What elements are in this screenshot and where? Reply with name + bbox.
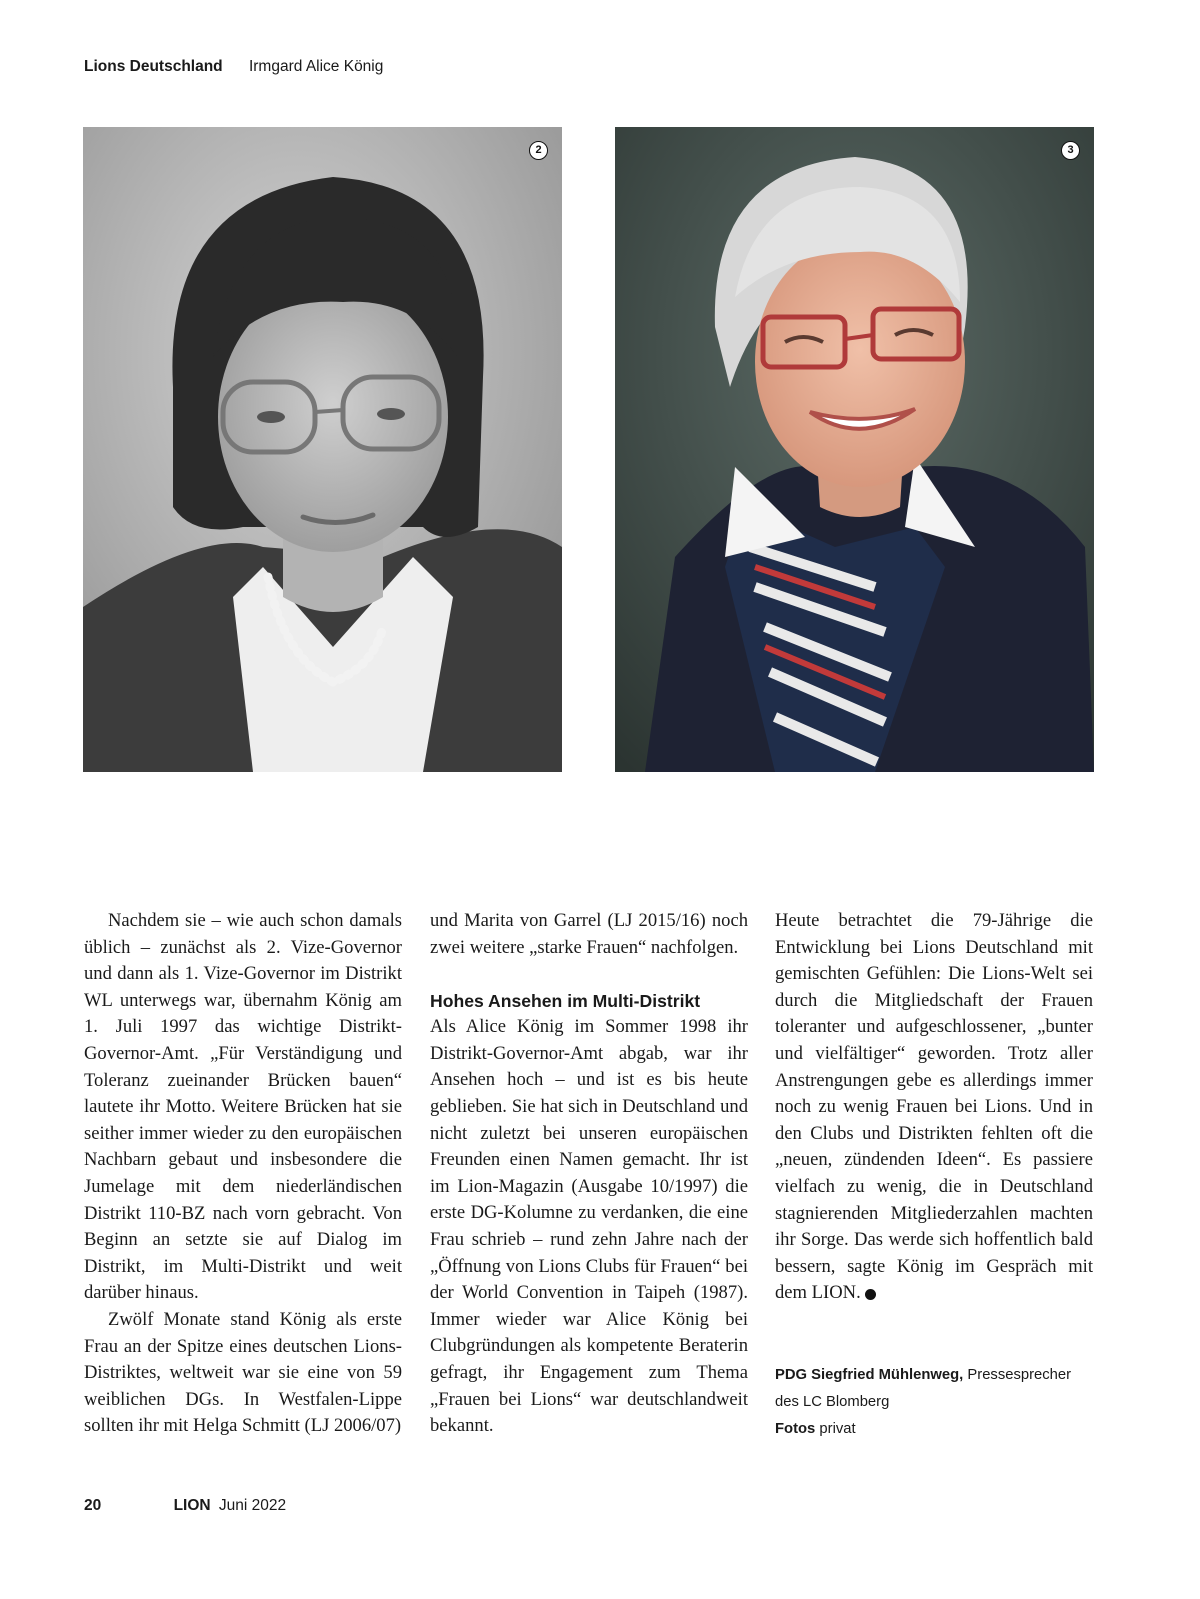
- photo-credit: [775, 1416, 1093, 1443]
- end-of-article-icon: [865, 1289, 876, 1300]
- portrait-color-image: [615, 127, 1094, 772]
- portrait-bw-image: [83, 127, 562, 772]
- page-number: 20: [84, 1497, 102, 1514]
- page-footer: [84, 1497, 286, 1515]
- author-role: Pressesprecher des LC Blomberg: [775, 1367, 1072, 1410]
- article-column-1: [84, 908, 402, 1440]
- paragraph: und Marita von Garrel (LJ 2015/16) noch zwei weitere „starke Frauen“ nachfolgen.: [430, 910, 748, 958]
- photo-number-badge: 3: [1061, 141, 1080, 160]
- paragraph-text: Heute betrachtet die 79-Jährige die Entwicklung bei Lions Deutschland mit gemischten Gefühlen: Die Lions-Welt sei durch die Mitgliedschaft der Frauen toleranter und aufgeschlossener, „bunter und vielfältiger“ geworden. Trotz aller Anstrengungen gebe es allerdings immer noch zu wenig Frauen bei Lions. Und in den Clubs und Distrikten fehlten oft die „neuen, zündenden Ideen“. Es passiere vielfach zu wenig, die in Deutschland stagnierenden Mitgliederzahlen machten ihr Sorge. Das werde sich hoffentlich bald bessern, sagte König im Gespräch mit dem LION.: [775, 910, 1093, 1304]
- photo-credit-value: privat: [819, 1421, 856, 1437]
- magazine-name: LION: [173, 1497, 211, 1514]
- article-subject: Irmgard Alice König: [248, 58, 384, 75]
- portrait-photo-color: [615, 127, 1094, 772]
- portrait-photo-bw: [83, 127, 562, 772]
- section-title: Lions Deutschland: [84, 58, 223, 75]
- paragraph: Zwölf Monate stand König als erste Frau an der Spitze eines deutschen Lions-Distriktes, weltweit war sie eine von 59 weiblichen DGs. In Westfalen-Lippe sollten ihr mit Helga Schmitt (LJ 2006/07): [84, 1308, 402, 1437]
- issue-date: Juni 2022: [218, 1497, 287, 1514]
- photo-credit-label: Fotos: [775, 1421, 816, 1437]
- article-credits: [775, 1362, 1093, 1443]
- paragraph: Als Alice König im Sommer 1998 ihr Distrikt-Governor-Amt abgab, war ihr Ansehen hoch – und ist es bis heute geblieben. Sie hat sich in Deutschland und nicht zuletzt bei unseren europäischen Freunden einen Namen gemacht. Ihr ist im Lion-Magazin (Ausgabe 10/1997) die erste DG-Kolumne zu verdanken, die eine Frau schrieb – rund zehn Jahre nach der „Öffnung von Lions Clubs für Frauen“ bei der World Convention in Taipeh (1987). Immer wieder war Alice König bei Clubgründungen als kompetente Beraterin gefragt, ihr Engagement zum Thema „Frauen bei Lions“ war deutschlandweit bekannt.: [430, 1016, 748, 1437]
- page-header: [84, 58, 383, 76]
- article-column-3: [775, 908, 1093, 1307]
- paragraph: [775, 908, 1093, 1307]
- photo-number-badge: 2: [529, 141, 548, 160]
- subheading: Hohes Ansehen im Multi-Distrikt: [430, 991, 701, 1012]
- author-credit: [775, 1362, 1093, 1416]
- article-column-2: [430, 908, 748, 1440]
- author-name: PDG Siegfried Mühlenweg,: [775, 1367, 964, 1383]
- paragraph: Nachdem sie – wie auch schon damals üblich – zunächst als 2. Vize-Governor und dann als 1. Vize-Governor im Distrikt WL unterwegs war, übernahm König am 1. Juli 1997 das wichtige Distrikt-Governor-Amt. „Für Verständigung und Toleranz zueinander Brücken bauen“ lautete ihr Motto. Weitere Brücken hat sie seither immer wieder zu den europäischen Nachbarn gebaut und insbesondere die Jumelage mit dem niederländischen Distrikt 110-BZ nach vorn gebracht. Von Beginn an setzte sie auf Dialog im Distrikt, im Multi-Distrikt und weit darüber hinaus.: [84, 910, 402, 1304]
